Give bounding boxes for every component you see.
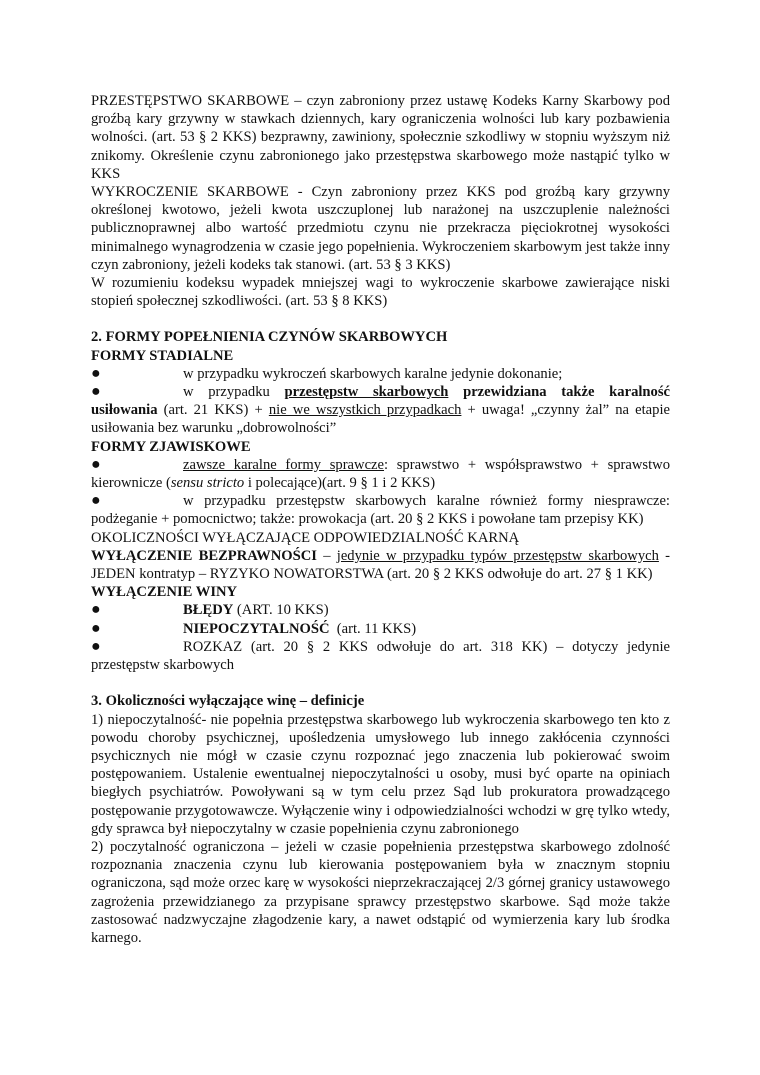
bullet-icon [91, 383, 183, 401]
bullet-zjawiskowe-2: ●w przypadku przestępstw skarbowych karalne również formy niesprawcze: podżeganie + pomocnictwo; także: prowokacja (art. 20 § 2 KKS i powołane tam przepisy KK) [91, 492, 670, 528]
definicja-niepoczytalnosc: 1) niepoczytalność- nie popełnia przestępstwa skarbowego lub wykroczenia skarbowego ten kto z powodu choroby psychicznej, upośledzenia umysłowego lub innego zakłócenia czynności psychicznych nie mógł w czasie czynu rozpoznać jego znaczenia lub pokierować swoim postępowaniem. Ustalenie ewentualnej niepoczytalności u osoby, musi być oparte na opiniach biegłych psychiatrów. Powoływani są w tym celu przez Sąd lub prokuratora prowadzącego postępowanie przygotowawcze. Wyłączenie winy i odpowiedzialności wchodzi w grę tylko wtedy, gdy sprawca był niepoczytalny w czasie popełnienia czynu zabronionego [91, 711, 670, 837]
definicja-poczytalnosc-ograniczona: 2) poczytalność ograniczona – jeżeli w czasie popełnienia przestępstwa skarbowego zdolność rozpoznania znaczenia czynu lub kierowania postępowaniem była w znacznym stopniu ograniczona, sąd może orzec karę w wysokości nieprzekraczającej 2/3 górnej granicy ustawowego zagrożenia przewidzianego za przypisane sprawcy przestępstwo skarbowe. Sąd może także zastosować nadzwyczajne złagodzenie kary, a nawet odstąpić od wymierzenia kary lub środka karnego. [91, 838, 670, 946]
bullet-rozkaz: ●ROZKAZ (art. 20 § 2 KKS odwołuje do art. 318 KK) – dotyczy jedynie przestępstw skarbowych [91, 638, 670, 674]
intro-paragraph-przestepstwo: PRZESTĘPSTWO SKARBOWE – czyn zabroniony przez ustawę Kodeks Karny Skarbowy pod groźbą kary grzywny w stawkach dziennych, kary ograniczenia wolności lub kary pozbawienia wolności. (art. 53 § 2 KKS) bezprawny, zawiniony, społecznie szkodliwy w stopniu wyższym niż znikomy. Określenie czynu zabronionego jako przestępstwa skarbowego może nastąpić tylko w KKS [91, 93, 670, 182]
bullet-icon [91, 638, 183, 656]
intro-paragraph-wypadek: W rozumieniu kodeksu wypadek mniejszej wagi to wykroczenie skarbowe zawierające niski stopień społecznej szkodliwości. (art. 53 § 8 KKS) [91, 275, 670, 310]
bullet-icon [91, 601, 183, 619]
bullet-zjawiskowe-1: ●zawsze karalne formy sprawcze: sprawstwo + współsprawstwo + sprawstwo kierownicze (sensu stricto i polecające)(art. 9 § 1 i 2 KKS) [91, 456, 670, 492]
section-3-title: 3. Okoliczności wyłączające winę – definicje [91, 693, 365, 710]
wylaczenie-bezprawnosci: WYŁĄCZENIE BEZPRAWNOŚCI – jedynie w przypadku typów przestępstw skarbowych - JEDEN kontratyp – RYZYKO NOWATORSTWA (art. 20 § 2 KKS odwołuje do art. 27 § 1 KK) [91, 547, 670, 583]
spacer [91, 310, 670, 328]
bullet-icon [91, 492, 183, 510]
formy-zjawiskowe-heading: FORMY ZJAWISKOWE [91, 438, 251, 455]
bullet-icon [91, 456, 183, 474]
section-2-title: 2. FORMY POPEŁNIENIA CZYNÓW SKARBOWYCH [91, 329, 448, 346]
wylaczenie-winy-heading: WYŁĄCZENIE WINY [91, 584, 238, 601]
intro-paragraph-wykroczenie: WYKROCZENIE SKARBOWE - Czyn zabroniony przez KKS pod groźbą kary grzywny określonej kwotowo, jeżeli kwota uszczuplonej lub narażonej na uszczuplenie należności publicznoprawnej albo wartość przedmiotu czynu nie przekracza pięciokrotnej wysokości minimalnego wynagrodzenia w czasie jego popełnienia. Wykroczeniem skarbowym jest także inny czyn zabroniony, jeżeli kodeks tak stanowi. (art. 53 § 3 KKS) [91, 184, 670, 273]
formy-stadialne-heading: FORMY STADIALNE [91, 347, 234, 364]
bullet-stadialne-1: ●w przypadku wykroczeń skarbowych karalne jedynie dokonanie; [91, 365, 670, 383]
bullet-icon [91, 365, 183, 383]
bullet-icon [91, 620, 183, 638]
spacer [91, 674, 670, 692]
okolicznosci-heading: OKOLICZNOŚCI WYŁĄCZAJĄCE ODPOWIEDZIALNOŚĆ KARNĄ [91, 529, 520, 546]
bullet-bledy: ●BŁĘDY (ART. 10 KKS) [91, 601, 670, 619]
bullet-stadialne-2: ●w przypadku przestępstw skarbowych przewidziana także karalność usiłowania (art. 21 KKS) + nie we wszystkich przypadkach + uwaga! „czynny żal” na etapie usiłowania bez warunku „dobrowolności” [91, 383, 670, 438]
bullet-niepoczytalnosc: ●NIEPOCZYTALNOŚĆ (art. 11 KKS) [91, 620, 670, 638]
